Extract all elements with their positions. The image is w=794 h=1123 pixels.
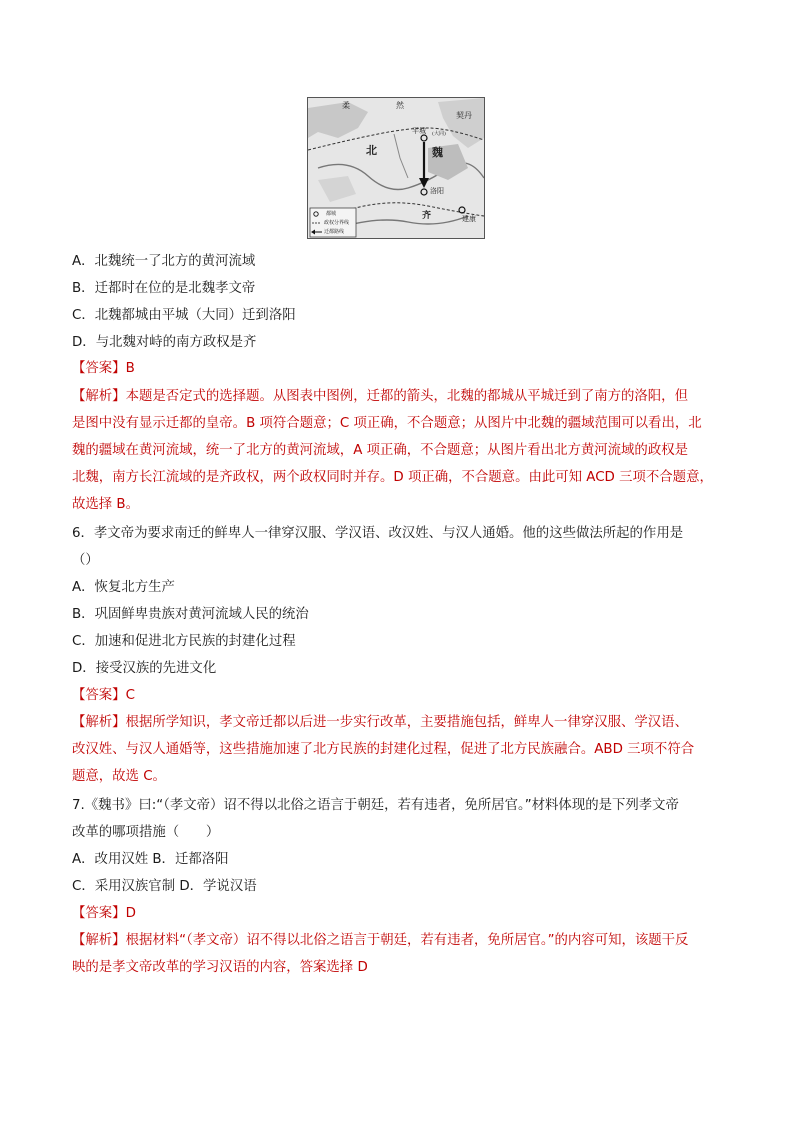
- analysis-tag: 【解析】: [72, 389, 126, 404]
- q5-analysis-line-1: [72, 388, 722, 406]
- q6-stem-line-2: （）: [72, 553, 99, 568]
- q6-analysis-line-1: [72, 714, 722, 732]
- q5-analysis-line-2: 是图中没有显示迁都的皇帝。B 项符合题意；C 项正确，不合题意；从图片中北魏的疆域范围可以看出，北: [72, 416, 702, 431]
- answer-tag: 【答案】: [72, 688, 126, 703]
- map-label-luoyang: 洛阳: [430, 187, 444, 195]
- map-label-qi: 齐: [422, 211, 432, 221]
- q7-stem-line-1: 7.《魏书》曰:“（孝文帝）诏不得以北俗之语言于朝廷，若有违者，免所居官。”材料体现的是下列孝文帝: [72, 798, 679, 813]
- q5-analysis-line-4: 北魏，南方长江流域的是齐政权，两个政权同时并存。D 项正确，不合题意。由此可知 ACD 三项不合题意，: [72, 470, 713, 485]
- q6-analysis-line-3: 题意，故选 C。: [72, 769, 166, 784]
- q6-analysis-line-2: 改汉姓、与汉人通婚等，这些措施加速了北方民族的封建化过程，促进了北方民族融合。ABD 三项不符合: [72, 742, 695, 757]
- q6-option-b: B．巩固鲜卑贵族对黄河流域人民的统治: [72, 607, 309, 622]
- q7-analysis-line-2: 映的是孝文帝改革的学习汉语的内容，答案选择 D: [72, 960, 368, 975]
- historical-map: [307, 97, 485, 239]
- q6-option-a: A．恢复北方生产: [72, 580, 175, 595]
- map-label-wei: 魏: [432, 146, 443, 159]
- q7-answer: [72, 905, 722, 923]
- q7-stem-line-2: 改革的哪项措施（ ）: [72, 825, 220, 840]
- map-label-pingcheng: 平城: [412, 127, 426, 135]
- q5-option-c: C．北魏都城由平城（大同）迁到洛阳: [72, 308, 296, 323]
- map-label-ran: 然: [396, 101, 404, 110]
- answer-value: C: [125, 688, 135, 703]
- legend-route: 迁都路线: [324, 229, 345, 235]
- analysis-text: 根据所学知识，孝文帝迁都以后进一步实行改革，主要措施包括，鲜卑人一律穿汉服、学汉语、: [125, 715, 688, 730]
- q5-option-b: B．迁都时在位的是北魏孝文帝: [72, 281, 256, 296]
- legend-boundary: 政权分界线: [324, 220, 350, 226]
- q5-answer: [72, 360, 722, 378]
- map-label-datong: (大同): [432, 131, 446, 137]
- map-label-qidan: 契丹: [456, 111, 472, 120]
- analysis-tag: 【解析】: [72, 933, 126, 948]
- map-label-jiankang: 建康: [462, 215, 476, 223]
- q5-option-d: D．与北魏对峙的南方政权是齐: [72, 335, 257, 350]
- map-label-bei: 北: [366, 144, 377, 157]
- analysis-text: 根据材料“（孝文帝）诏不得以北俗之语言于朝廷，若有违者，免所居官。”的内容可知，该题干反: [125, 933, 689, 948]
- q6-option-d: D．接受汉族的先进文化: [72, 661, 217, 676]
- q5-analysis-line-3: 魏的疆域在黄河流域，统一了北方的黄河流域，A 项正确，不合题意；从图片看出北方黄河流域的政权是: [72, 443, 688, 458]
- answer-value: D: [125, 906, 136, 921]
- q5-analysis-line-5: 故选择 B。: [72, 497, 140, 512]
- q6-option-c: C．加速和促进北方民族的封建化过程: [72, 634, 296, 649]
- answer-value: B: [125, 361, 135, 376]
- q7-option-cd: C．采用汉族官制 D．学说汉语: [72, 879, 257, 894]
- q6-stem-line-1: 6．孝文帝为要求南迁的鲜卑人一律穿汉服、学汉语、改汉姓、与汉人通婚。他的这些做法所起的作用是: [72, 526, 684, 541]
- map-label-rouran: 柔: [342, 101, 350, 110]
- q6-answer: [72, 687, 722, 705]
- legend-capital: 都城: [326, 211, 337, 217]
- q7-option-ab: A．改用汉姓 B．迁都洛阳: [72, 852, 229, 867]
- answer-tag: 【答案】: [72, 361, 126, 376]
- q5-option-a: A．北魏统一了北方的黄河流域: [72, 254, 256, 269]
- q7-analysis-line-1: [72, 932, 722, 950]
- answer-tag: 【答案】: [72, 906, 126, 921]
- analysis-text: 本题是否定式的选择题。从图表中图例，迁都的箭头，北魏的都城从平城迁到了南方的洛阳，但: [125, 389, 688, 404]
- analysis-tag: 【解析】: [72, 715, 126, 730]
